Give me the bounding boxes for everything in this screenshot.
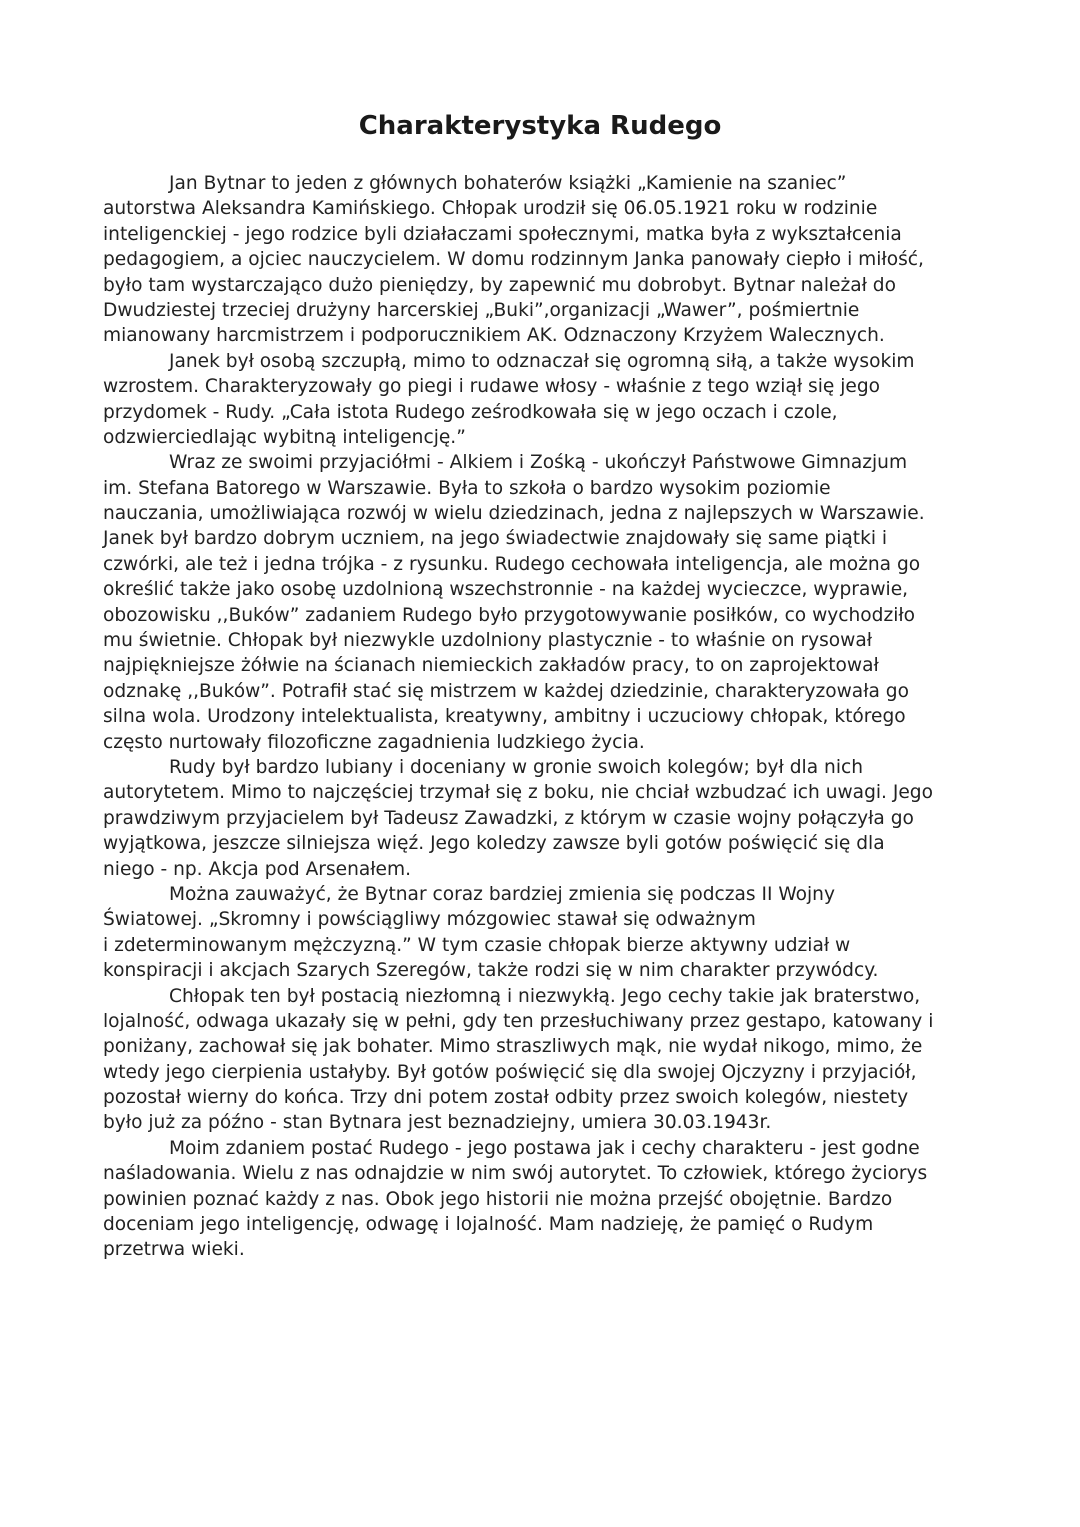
text-line: doceniam jego inteligencję, odwagę i lojalność. Mam nadzieję, że pamięć o Rudym bbox=[103, 1214, 874, 1236]
text-line: przydomek - Rudy. „Cała istota Rudego ześrodkowała się w jego oczach i czole, bbox=[103, 401, 838, 423]
text-line: pedagogiem, a ojciec nauczycielem. W domu rodzinnym Janka panowały ciepło i miłość, bbox=[103, 249, 924, 271]
paragraph-first-line: Wraz ze swoimi przyjaciółmi - Alkiem i Zośką - ukończył Państwowe Gimnazjum bbox=[169, 452, 908, 474]
text-line: autorstwa Aleksandra Kamińskiego. Chłopak urodził się 06.05.1921 roku w rodzinie bbox=[103, 198, 878, 220]
text-line: silna wola. Urodzony intelektualista, kreatywny, ambitny i uczuciowy chłopak, którego bbox=[103, 706, 906, 728]
text-line: wzrostem. Charakteryzowały go piegi i rudawe włosy - właśnie z tego wziął się jego bbox=[103, 376, 881, 398]
text-line: Dwudziestej trzeciej drużyny harcerskiej „Buki”,organizacji „Wawer”, pośmiertnie bbox=[103, 299, 860, 321]
text-line: odzwierciedlając wybitną inteligencję.” bbox=[103, 426, 466, 448]
text-line: poniżany, zachował się jak bohater. Mimo straszliwych mąk, nie wydał nikogo, mimo, że bbox=[103, 1036, 923, 1058]
text-line: lojalność, odwaga ukazały się w pełni, gdy ten przesłuchiwany przez gestapo, katowany i bbox=[103, 1010, 934, 1032]
text-line: mu świetnie. Chłopak był niezwykle uzdolniony plastycznie - to właśnie on rysował bbox=[103, 630, 873, 652]
text-line: było tam wystarczająco dużo pieniędzy, by zapewnić mu dobrobyt. Bytnar należał do bbox=[103, 274, 896, 296]
paragraph-first-line: Chłopak ten był postacią niezłomną i niezwykłą. Jego cechy takie jak braterstwo, bbox=[169, 985, 921, 1007]
text-line: było już za późno - stan Bytnara jest beznadziejny, umiera 30.03.1943r. bbox=[103, 1112, 772, 1134]
paragraph-first-line: Janek był osobą szczupłą, mimo to odznaczał się ogromną siłą, a także wysokim bbox=[169, 350, 915, 372]
text-line: Światowej. „Skromny i powściągliwy mózgowiec stawał się odważnym bbox=[103, 909, 756, 931]
text-line: naśladowania. Wielu z nas odnajdzie w nim swój autorytet. To człowiek, którego życiorys bbox=[103, 1163, 928, 1185]
text-line: prawdziwym przyjacielem był Tadeusz Zawadzki, z którym w czasie wojny połączyła go bbox=[103, 807, 914, 829]
paragraph-first-line: Jan Bytnar to jeden z głównych bohaterów książki „Kamienie na szaniec” bbox=[169, 173, 847, 194]
text-line: nauczania, umożliwiająca rozwój w wielu dziedzinach, jedna z najlepszych w Warszawie. bbox=[103, 503, 925, 525]
text-line: czwórki, ale też i jedna trójka - z rysunku. Rudego cechowała inteligencja, ale można go bbox=[103, 553, 921, 575]
document-body bbox=[103, 171, 978, 1263]
text-line: wtedy jego cierpienia ustałyby. Był gotów poświęcić się dla swojej Ojczyzny i przyjaciół, bbox=[103, 1061, 917, 1083]
text-line: określić także jako osobę uzdolnioną wszechstronnie - na każdej wycieczce, wyprawie, bbox=[103, 579, 909, 601]
text-line: najpiękniejsze żółwie na ścianach niemieckich zakładów pracy, to on zaprojektował bbox=[103, 655, 879, 677]
text-line: konspiracji i akcjach Szarych Szeregów, także rodzi się w nim charakter przywódcy. bbox=[103, 960, 879, 982]
text-line: autorytetem. Mimo to najczęściej trzymał się z boku, nie chciał wzbudzać ich uwagi. Jego bbox=[103, 782, 933, 804]
text-line: przetrwa wieki. bbox=[103, 1239, 245, 1261]
paragraph-first-line: Moim zdaniem postać Rudego - jego postawa jak i cechy charakteru - jest godne bbox=[169, 1137, 920, 1159]
text-line: im. Stefana Batorego w Warszawie. Była to szkoła o bardzo wysokim poziomie bbox=[103, 477, 831, 499]
paragraph-first-line: Rudy był bardzo lubiany i doceniany w gronie swoich kolegów; był dla nich bbox=[169, 756, 863, 778]
text-line: powinien poznać każdy z nas. Obok jego historii nie można przejść obojętnie. Bardzo bbox=[103, 1188, 893, 1210]
document-title: Charakterystyka Rudego bbox=[358, 111, 722, 141]
text-line: inteligenckiej - jego rodzice byli działaczami społecznymi, matka była z wykształcenia bbox=[103, 223, 902, 245]
text-line: i zdeterminowanym mężczyzną.” W tym czasie chłopak bierze aktywny udział w bbox=[103, 934, 851, 956]
text-line: odznakę ,,Buków”. Potrafił stać się mistrzem w każdej dziedzinie, charakteryzowała go bbox=[103, 680, 909, 702]
text-line: obozowisku ,,Buków” zadaniem Rudego było przygotowywanie posiłków, co wychodziło bbox=[103, 604, 916, 626]
text-line: pozostał wierny do końca. Trzy dni potem został odbity przez swoich kolegów, niestety bbox=[103, 1087, 909, 1109]
text-line: niego - np. Akcja pod Arsenałem. bbox=[103, 858, 411, 880]
text-line: wyjątkowa, jeszcze silniejsza więź. Jego koledzy zawsze byli gotów poświęcić się dla bbox=[103, 833, 885, 855]
paragraph-first-line: Można zauważyć, że Bytnar coraz bardziej zmienia się podczas II Wojny bbox=[169, 883, 835, 905]
text-line: Janek był bardzo dobrym uczniem, na jego świadectwie znajdowały się same piątki i bbox=[103, 528, 888, 550]
text-line: często nurtowały filozoficzne zagadnienia ludzkiego życia. bbox=[103, 731, 645, 753]
text-line: mianowany harcmistrzem i podporucznikiem AK. Odznaczony Krzyżem Walecznych. bbox=[103, 325, 885, 347]
